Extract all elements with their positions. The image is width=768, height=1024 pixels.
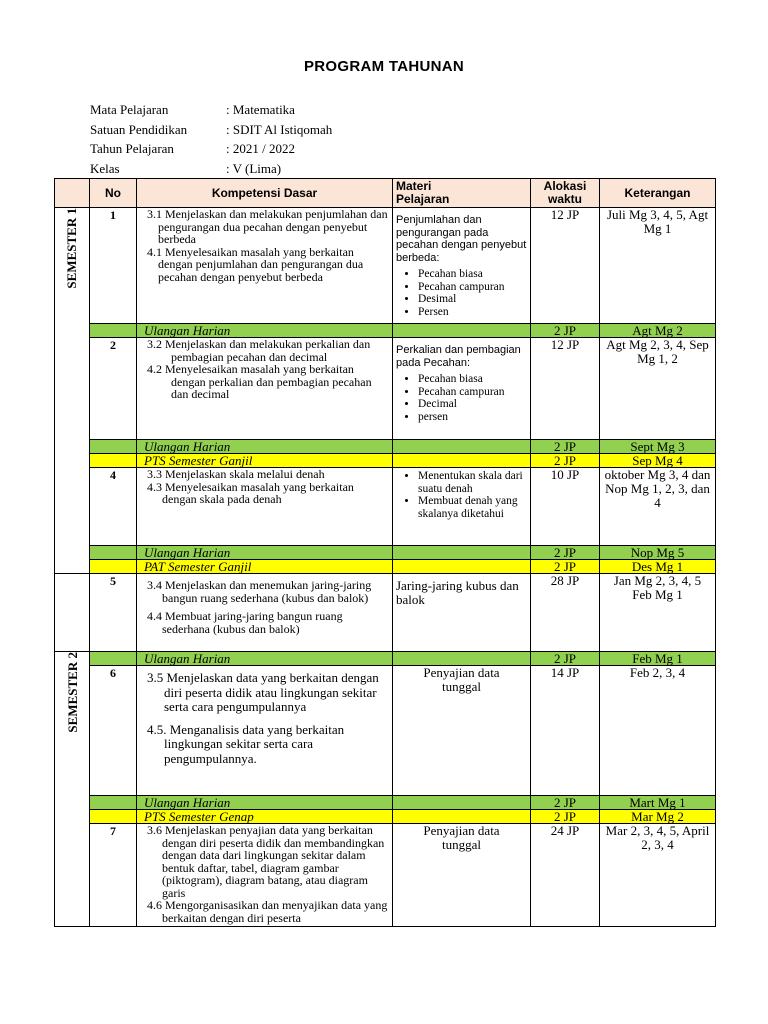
- keterangan-cell: Feb 2, 3, 4: [600, 666, 716, 796]
- info-label: Mata Pelajaran: [90, 102, 169, 117]
- table-row: [55, 468, 716, 546]
- empty-cell: [393, 810, 531, 824]
- list-item: • Pecahan campuran: [418, 281, 527, 294]
- page-title: PROGRAM TAHUNAN: [303, 58, 465, 75]
- exam-keterangan: Mart Mg 1: [600, 796, 716, 810]
- kd-item: 3.3 Menjelaskan skala melalui denah: [147, 467, 325, 481]
- kd-item: 3.1 Menjelaskan dan melakukan penjumlahan dan pengurangan dua pecahan dengan penyebut berbeda: [147, 207, 388, 246]
- materi-cell: [393, 338, 531, 440]
- info-row-class: [90, 159, 332, 179]
- empty-cell: [90, 454, 137, 468]
- materi-text: Penjumlahan dan pengurangan pada pecahan dengan penyebut berbeda:: [396, 214, 527, 264]
- ulangan-row: [55, 440, 716, 454]
- materi-cell: [393, 666, 531, 796]
- empty-cell: [393, 324, 531, 338]
- exam-label: PTS Semester Genap: [137, 810, 393, 824]
- info-value: : Matematika: [226, 102, 295, 117]
- table-row: [55, 666, 716, 796]
- empty-cell: [90, 440, 137, 454]
- info-label: Tahun Pelajaran: [90, 141, 174, 156]
- header-kompetensi: Kompetensi Dasar: [137, 179, 393, 208]
- exam-keterangan: Des Mg 1: [600, 560, 716, 574]
- row-number: 2: [90, 338, 137, 440]
- kd-item: 4.6 Mengorganisasikan dan menyajikan data yang berkaitan dengan diri peserta: [147, 898, 388, 925]
- exam-keterangan: Nop Mg 5: [600, 546, 716, 560]
- materi-text: Perkalian dan pembagian pada Pecahan:: [396, 344, 521, 369]
- alokasi-cell: 14 JP: [531, 666, 600, 796]
- exam-alokasi: 2 JP: [531, 810, 600, 824]
- ulangan-row: [55, 546, 716, 560]
- list-item: • Pecahan campuran: [418, 386, 527, 399]
- kompetensi-cell: [137, 468, 393, 546]
- materi-list: [396, 373, 527, 423]
- exam-alokasi: 2 JP: [531, 454, 600, 468]
- ulangan-row: [55, 796, 716, 810]
- alokasi-cell: 12 JP: [531, 208, 600, 324]
- exam-keterangan: Sep Mg 4: [600, 454, 716, 468]
- header-materi-line2: Pelajaran: [396, 192, 450, 206]
- alokasi-cell: 10 JP: [531, 468, 600, 546]
- ulangan-row: [55, 324, 716, 338]
- exam-label: Ulangan Harian: [137, 546, 393, 560]
- materi-cell: [393, 208, 531, 324]
- info-value: : 2021 / 2022: [226, 141, 295, 156]
- list-item: • Menentukan skala dari suatu denah: [418, 470, 527, 495]
- row-number: 1: [90, 208, 137, 324]
- document-info: [90, 100, 332, 178]
- kompetensi-cell: [137, 824, 393, 927]
- kd-item: 4.3 Menyelesaikan masalah yang berkaitan dengan skala pada denah: [147, 479, 354, 506]
- keterangan-cell: Juli Mg 3, 4, 5, Agt Mg 1: [600, 208, 716, 324]
- semester-2-label: SEMESTER 2: [64, 652, 80, 733]
- empty-cell: [90, 796, 137, 810]
- alokasi-cell: 12 JP: [531, 338, 600, 440]
- empty-cell: [393, 546, 531, 560]
- exam-label: Ulangan Harian: [137, 440, 393, 454]
- exam-keterangan: Sept Mg 3: [600, 440, 716, 454]
- kd-item: 3.6 Menjelaskan penyajian data yang berkaitan dengan diri peserta didik dan membandingkan dengan data dari lingkungan sekitar dalam bentuk daftar, tabel, diagram gambar (piktogram), diagram batang, atau diagram garis: [147, 823, 385, 900]
- exam-keterangan: Agt Mg 2: [600, 324, 716, 338]
- semester-gap-cell: [55, 574, 90, 652]
- info-row-year: [90, 139, 332, 159]
- kompetensi-cell: [137, 208, 393, 324]
- materi-cell: [393, 574, 531, 652]
- empty-cell: [90, 652, 137, 666]
- list-item: • Persen: [418, 306, 527, 319]
- info-label: Satuan Pendidikan: [90, 121, 188, 137]
- table-row: [55, 208, 716, 324]
- list-item: • Membuat denah yang skalanya diketahui: [418, 495, 527, 520]
- materi-cell: [393, 468, 531, 546]
- semester-1-label: SEMESTER 1: [64, 208, 79, 289]
- table-header-row: [55, 179, 716, 208]
- kd-item: 3.4 Menjelaskan dan menemukan jaring-jaring bangun ruang sederhana (kubus dan balok): [147, 578, 372, 605]
- exam-label: Ulangan Harian: [137, 796, 393, 810]
- empty-cell: [393, 652, 531, 666]
- empty-cell: [393, 560, 531, 574]
- exam-label: Ulangan Harian: [137, 324, 393, 338]
- empty-cell: [90, 324, 137, 338]
- semester-2-cell: [55, 652, 90, 927]
- materi-list: [396, 268, 527, 318]
- header-alokasi-line2: waktu: [547, 192, 582, 206]
- row-number: 7: [90, 824, 137, 927]
- pts-row: [55, 454, 716, 468]
- exam-alokasi: 2 JP: [531, 440, 600, 454]
- materi-text: Penyajian data tunggal: [423, 823, 500, 852]
- exam-alokasi: 2 JP: [531, 324, 600, 338]
- header-no: No: [90, 179, 137, 208]
- header-materi-line1: Materi: [396, 179, 432, 193]
- exam-keterangan: Feb Mg 1: [600, 652, 716, 666]
- kd-item: 3.5 Menjelaskan data yang berkaitan dengan diri peserta didik atau lingkungan sekitar serta cara pengumpulannya: [147, 670, 379, 714]
- pat-row: [55, 560, 716, 574]
- materi-text: Jaring-jaring kubus dan balok: [396, 578, 519, 607]
- kd-item: 4.1 Menyelesaikan masalah yang berkaitan dengan penjumlahan dan pengurangan dua pecahan dengan penyebut berbeda: [147, 244, 364, 284]
- exam-alokasi: 2 JP: [531, 546, 600, 560]
- list-item: • Pecahan biasa: [418, 373, 527, 386]
- materi-list: [396, 470, 527, 520]
- header-alokasi: [531, 179, 600, 208]
- exam-keterangan: Mar Mg 2: [600, 810, 716, 824]
- info-value: : V (Lima): [226, 160, 282, 176]
- list-item: • persen: [418, 411, 527, 424]
- keterangan-cell: Agt Mg 2, 3, 4, Sep Mg 1, 2: [600, 338, 716, 440]
- kd-item: 4.2 Menyelesaikan masalah yang berkaitan dengan perkalian dan pembagian pecahan dan decimal: [147, 362, 372, 401]
- empty-cell: [393, 454, 531, 468]
- pts-row: [55, 810, 716, 824]
- alokasi-cell: 28 JP: [531, 574, 600, 652]
- info-row-school: [90, 120, 332, 140]
- row-number: 5: [90, 574, 137, 652]
- exam-alokasi: 2 JP: [531, 796, 600, 810]
- info-label: Kelas: [90, 160, 120, 176]
- exam-label: PAT Semester Ganjil: [137, 560, 393, 574]
- kd-item: 4.4 Membuat jaring-jaring bangun ruang sederhana (kubus dan balok): [147, 609, 343, 636]
- list-item: • Decimal: [418, 398, 527, 411]
- materi-text: Penyajian data tunggal: [423, 665, 500, 694]
- header-semester: [55, 179, 90, 208]
- semester-1-cell: [55, 208, 90, 574]
- info-row-subject: [90, 100, 332, 120]
- kompetensi-cell: [137, 338, 393, 440]
- keterangan-cell: oktober Mg 3, 4 dan Nop Mg 1, 2, 3, dan 4: [600, 468, 716, 546]
- exam-label: Ulangan Harian: [137, 652, 393, 666]
- info-value: : SDIT Al Istiqomah: [226, 121, 333, 137]
- empty-cell: [393, 440, 531, 454]
- exam-alokasi: 2 JP: [531, 652, 600, 666]
- row-number: 4: [90, 468, 137, 546]
- kd-item: 3.2 Menjelaskan dan melakukan perkalian dan pembagian pecahan dan decimal: [147, 337, 371, 364]
- kompetensi-cell: [137, 574, 393, 652]
- alokasi-cell: 24 JP: [531, 824, 600, 927]
- header-materi: [393, 179, 531, 208]
- keterangan-cell: Mar 2, 3, 4, 5, April 2, 3, 4: [600, 824, 716, 927]
- exam-label: PTS Semester Ganjil: [137, 454, 393, 468]
- list-item: • Desimal: [418, 293, 527, 306]
- exam-alokasi: 2 JP: [531, 560, 600, 574]
- empty-cell: [393, 796, 531, 810]
- table-row: [55, 338, 716, 440]
- ulangan-row: [55, 652, 716, 666]
- empty-cell: [90, 546, 137, 560]
- table-row: [55, 824, 716, 927]
- kd-item: 4.5. Menganalisis data yang berkaitan lingkungan sekitar serta cara pengumpulannya.: [147, 721, 345, 766]
- materi-cell: [393, 824, 531, 927]
- empty-cell: [90, 810, 137, 824]
- program-table: [54, 178, 716, 927]
- kompetensi-cell: [137, 666, 393, 796]
- header-keterangan: Keterangan: [600, 179, 716, 208]
- list-item: • Pecahan biasa: [418, 268, 527, 281]
- header-alokasi-line1: Alokasi: [543, 179, 587, 193]
- keterangan-cell: Jan Mg 2, 3, 4, 5 Feb Mg 1: [600, 574, 716, 652]
- row-number: 6: [90, 666, 137, 796]
- table-row: [55, 574, 716, 652]
- empty-cell: [90, 560, 137, 574]
